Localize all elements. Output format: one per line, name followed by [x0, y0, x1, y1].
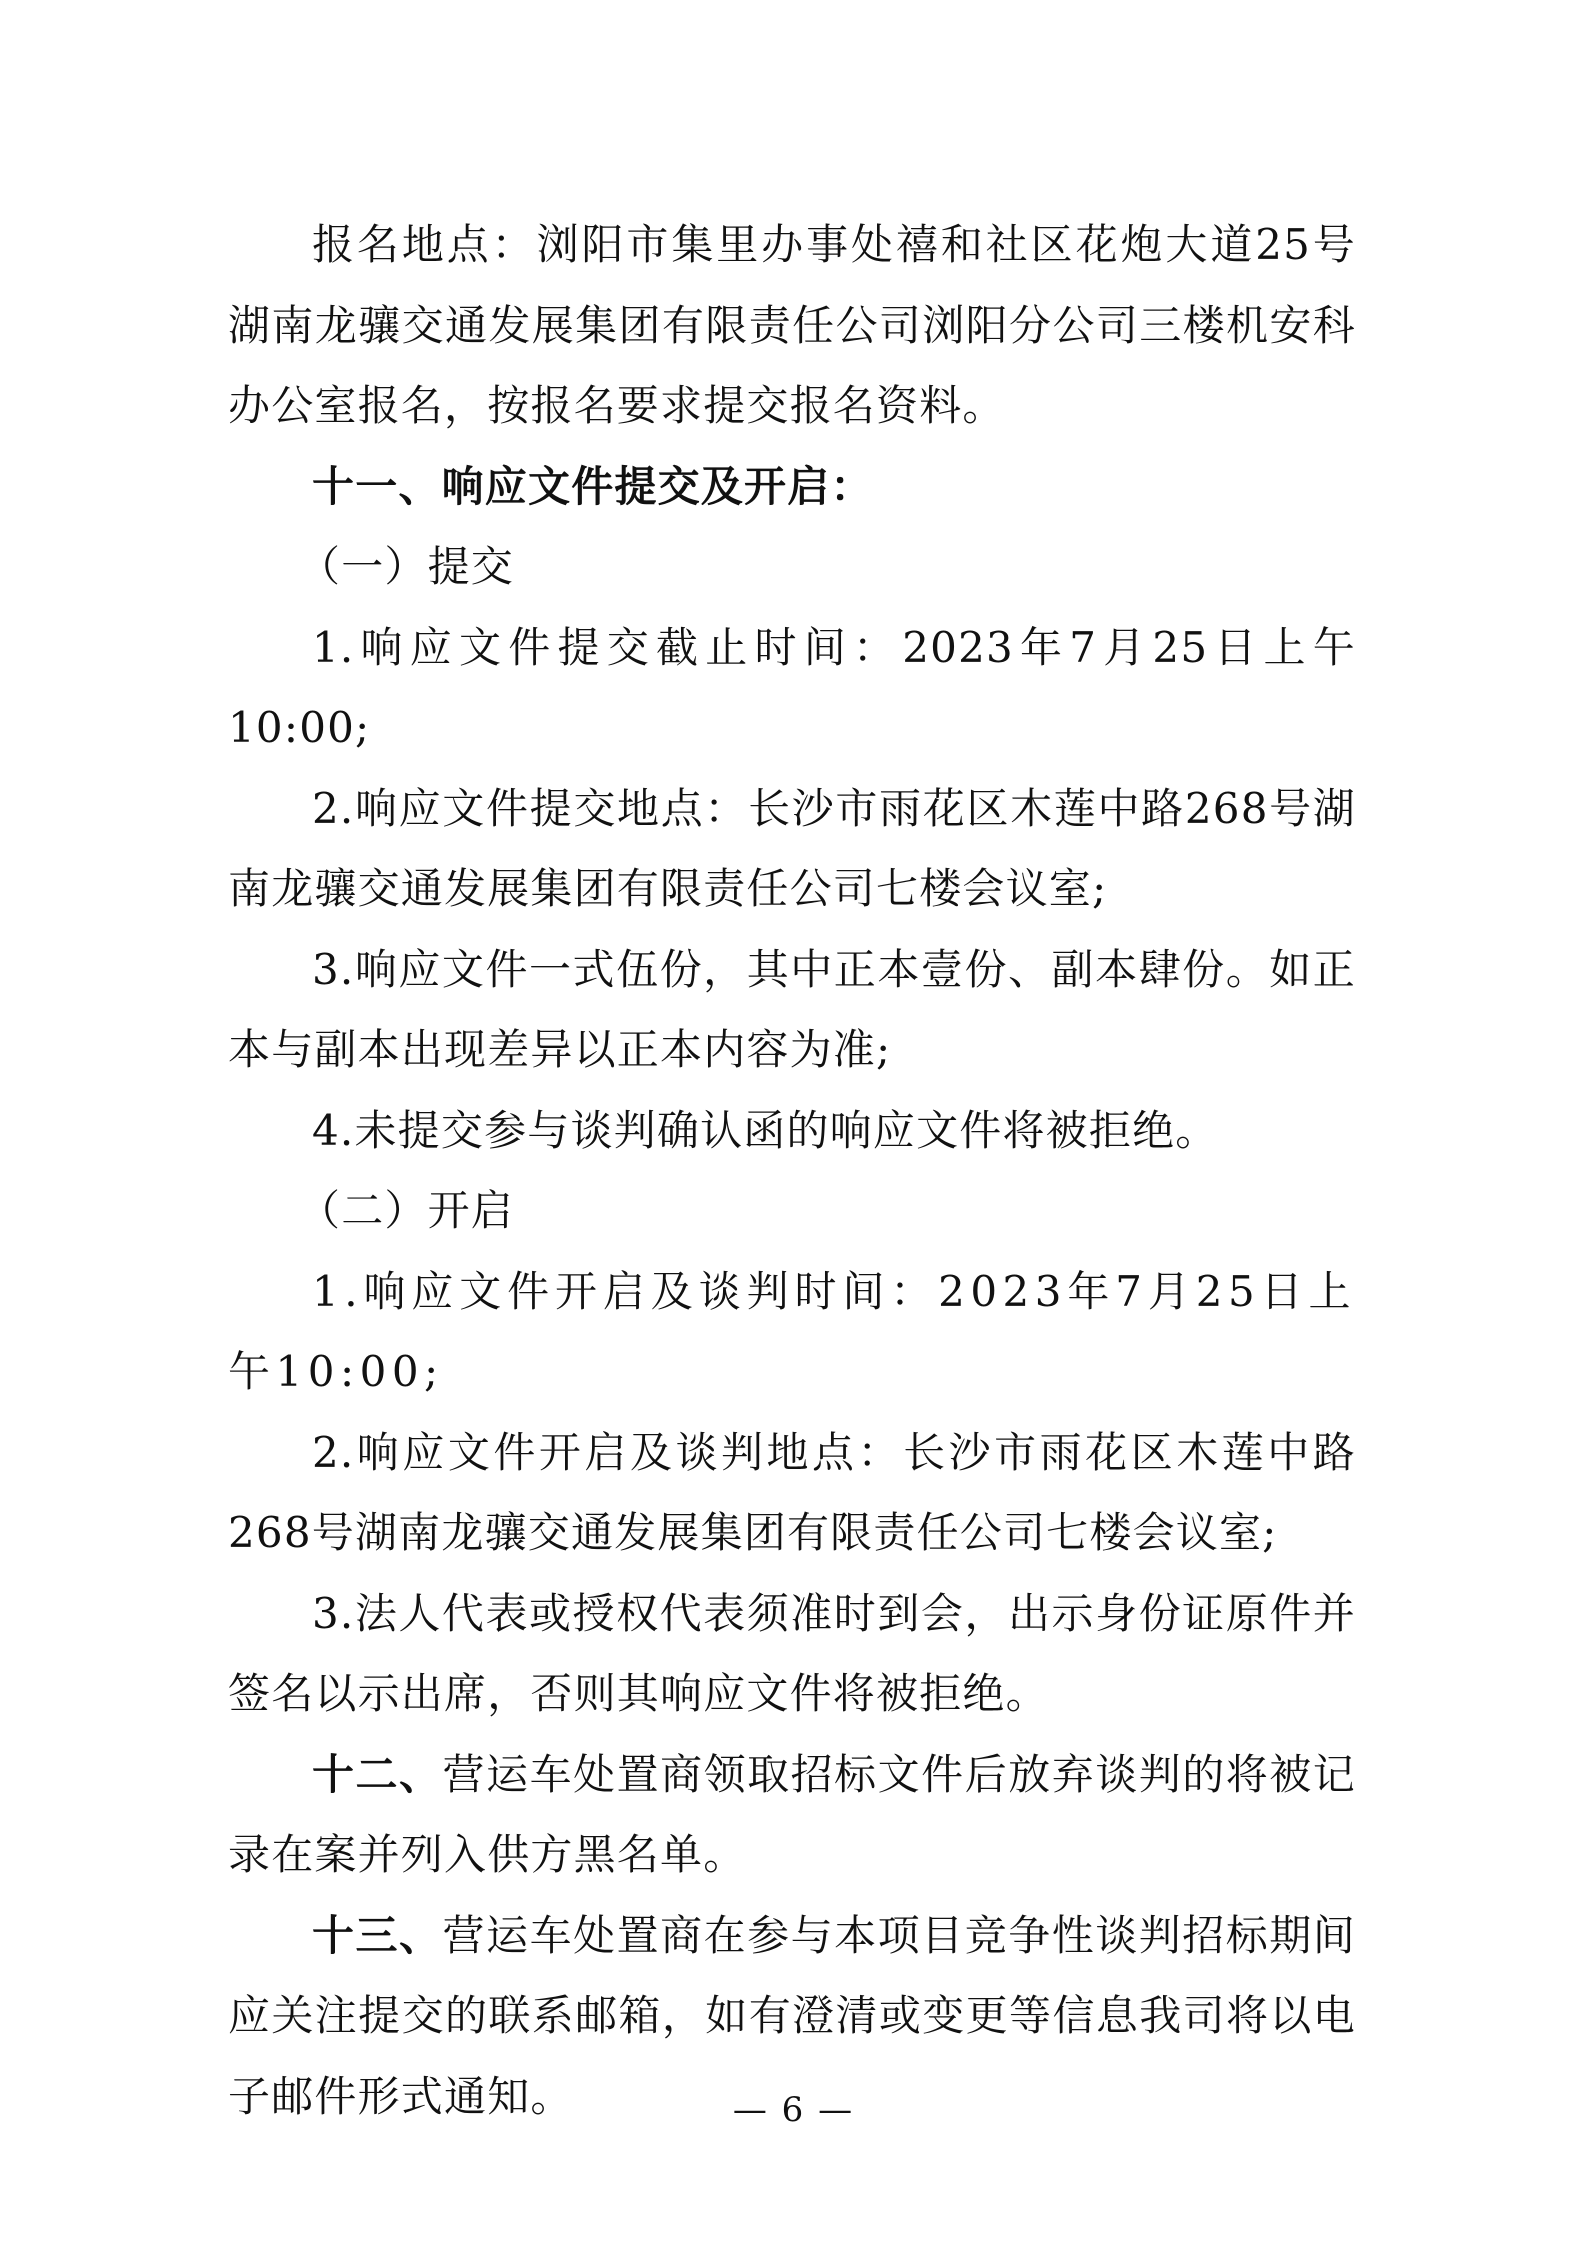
submission-location: 2.响应文件提交地点：长沙市雨花区木莲中路268号湖南龙骧交通发展集团有限责任公司七楼会议室;: [228, 783, 1356, 913]
opening-location: 2.响应文件开启及谈判地点：长沙市雨花区木莲中路268号湖南龙骧交通发展集团有限责任公司七楼会议室;: [228, 1427, 1356, 1557]
section-13-lead: 十三、: [312, 1910, 443, 1960]
section-12-text: 营运车处置商领取招标文件后放弃谈判的将被记录在案并列入供方黑名单。: [228, 1749, 1356, 1879]
section-12-lead: 十二、: [312, 1749, 443, 1799]
submission-copies: 3.响应文件一式伍份，其中正本壹份、副本肆份。如正本与副本出现差异以正本内容为准;: [228, 944, 1356, 1074]
submission-rejection: 4.未提交参与谈判确认函的响应文件将被拒绝。: [312, 1105, 1219, 1155]
representative-attendance: 3.法人代表或授权代表须准时到会，出示身份证原件并签名以示出席，否则其响应文件将被拒绝。: [228, 1588, 1356, 1718]
paragraph-registration-location: 报名地点：浏阳市集里办事处禧和社区花炮大道25号湖南龙骧交通发展集团有限责任公司浏阳分公司三楼机安科办公室报名，按报名要求提交报名资料。: [228, 220, 1356, 430]
section-13-text: 营运车处置商在参与本项目竞争性谈判招标期间应关注提交的联系邮箱，如有澄清或变更等信息我司将以电子邮件形式通知。: [228, 1910, 1356, 2121]
section-12-paragraph: [228, 1735, 1356, 1896]
section-11-heading: 十一、响应文件提交及开启：: [312, 461, 874, 511]
page-number: — 6 —: [732, 2090, 855, 2130]
subsection-2-heading: （二）开启: [298, 1186, 515, 1235]
submission-deadline: 1.响应文件提交截止时间：2023年7月25日上午10:00;: [228, 622, 1356, 752]
subsection-1-heading: （一）提交: [298, 542, 515, 591]
opening-time: 1.响应文件开启及谈判时间：2023年7月25日上午10:00;: [228, 1266, 1356, 1396]
document-body: [228, 205, 1356, 2137]
